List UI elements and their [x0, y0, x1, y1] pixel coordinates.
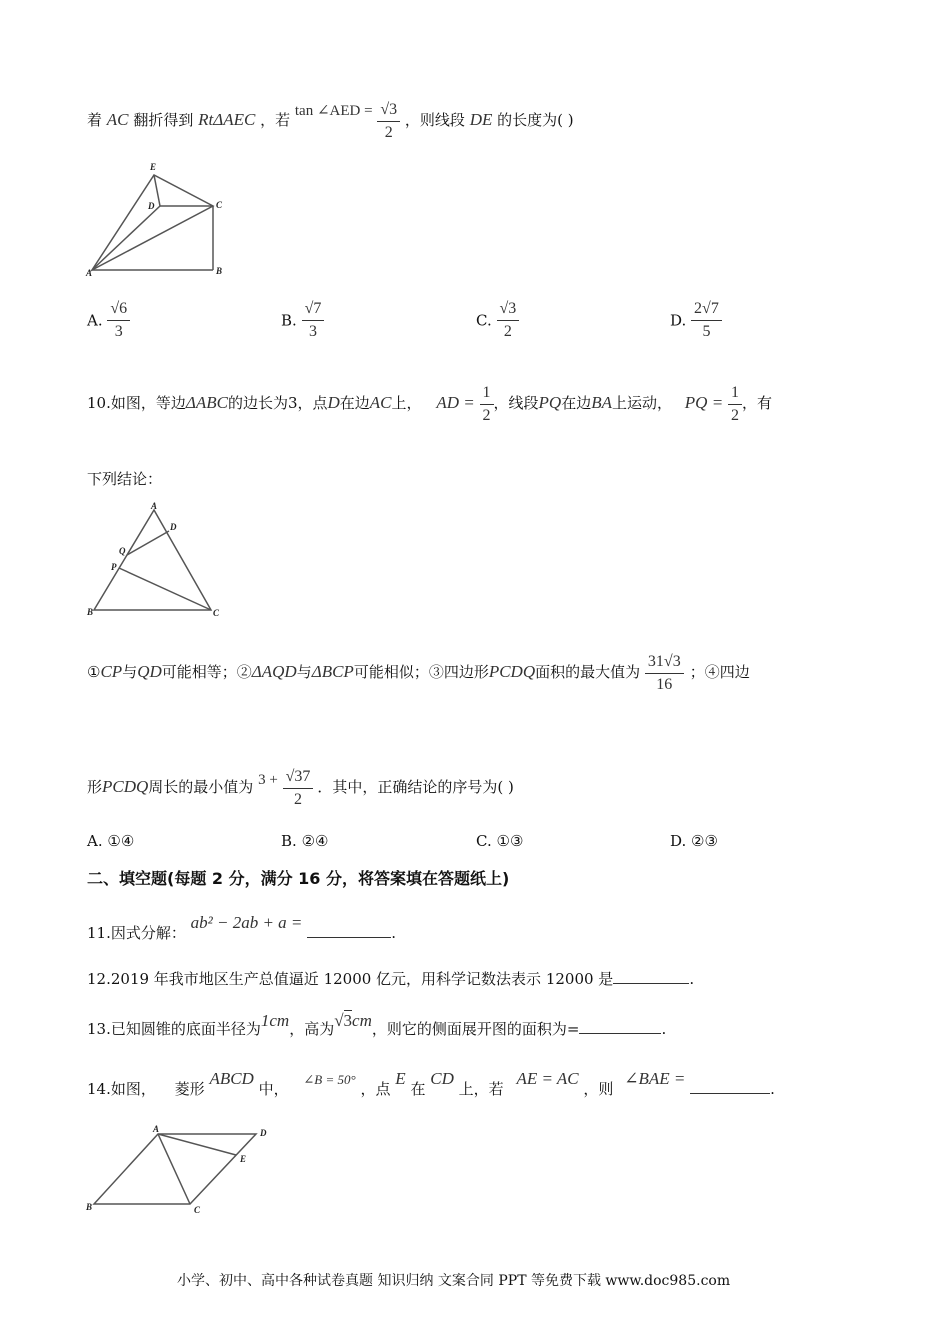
q14-end: .	[770, 1080, 775, 1098]
q10-c4-end: ．其中，正确结论的序号为( )	[317, 778, 514, 796]
q10-fig-pc	[119, 568, 211, 610]
q13-radius: 1cm	[260, 1011, 290, 1030]
q14-seg-cd: CD	[430, 1069, 454, 1088]
q10-option-a-text: ①④	[107, 832, 135, 850]
q9-text-d: ，则线段	[404, 111, 465, 129]
q9-option-a[interactable]	[87, 298, 130, 343]
q9-label-c: C	[216, 200, 223, 210]
q11	[87, 903, 396, 942]
q9-label-d: D	[148, 201, 155, 211]
q14-angle: ∠B = 50°	[303, 1072, 356, 1087]
q14-text-f: 在	[410, 1080, 426, 1098]
q10-pq-fraction	[728, 382, 742, 427]
q9-stem	[87, 86, 574, 141]
q10-figure	[84, 500, 224, 622]
q12-end: .	[689, 970, 695, 988]
q10-option-d-text: ②③	[691, 832, 718, 850]
q9-option-b-rad: 7	[313, 300, 322, 317]
q9-tan-num: 3	[389, 100, 398, 118]
q9-option-c-rad: 3	[508, 300, 517, 317]
q10-triangle: ΔABC	[185, 393, 228, 412]
q10-ad-fraction	[480, 382, 494, 427]
q10-seg-ba: BA	[591, 393, 612, 412]
q11-label: 11.因式分解：	[87, 924, 186, 942]
q14-label-a: A	[153, 1124, 160, 1134]
q9-option-c-letter: C.	[476, 311, 492, 330]
q10-seg-pq: PQ	[538, 393, 562, 412]
q9-option-d-coef: 2	[694, 300, 703, 317]
q10-ad-num: 1	[480, 382, 494, 405]
q9-seg-de: DE	[469, 110, 493, 129]
q14-condition: AE = AC	[516, 1069, 579, 1088]
q14-text-b: 菱形	[174, 1080, 205, 1098]
q10-c4-line2b: 周长的最小值为	[148, 778, 254, 796]
q10-c4-quad: PCDQ	[102, 777, 149, 796]
q9-option-a-den: 3	[114, 323, 123, 340]
q13-height-rad: 3	[343, 1011, 353, 1030]
q10-c3-quad: PCDQ	[488, 662, 536, 681]
q9-fig-ed	[154, 175, 160, 206]
q10-stem	[87, 378, 772, 428]
q14-fig-ac	[158, 1134, 190, 1204]
q9-text-e: 的长度为( )	[497, 111, 574, 129]
q14-fig-ae	[158, 1134, 236, 1155]
q10-label-p: P	[111, 562, 117, 572]
q10-c3-coef: 31	[647, 652, 664, 670]
q14-text-h: ，则	[583, 1080, 614, 1098]
q10-fig-qd	[127, 531, 169, 555]
q9-option-b-fraction: $\frac{√7}{3}$	[302, 298, 325, 343]
q10-label-b: B	[87, 607, 94, 617]
q10-option-c-letter: C.	[476, 832, 492, 850]
q10-option-d[interactable]	[670, 832, 718, 850]
q10-c4-fraction: $\frac{√37}{2}$	[283, 766, 314, 811]
q9-figure	[84, 158, 234, 280]
q10-option-d-letter: D.	[670, 832, 687, 850]
q13-end: .	[661, 1020, 667, 1038]
q10-c4-const: 3 +	[258, 772, 278, 788]
q10-c1-qd: QD	[137, 662, 162, 681]
q13-height: √3cm	[334, 1011, 372, 1030]
q10-c4-line2a: 形	[87, 778, 103, 796]
q10-option-b-text: ②④	[301, 832, 329, 850]
q10-c2-end: 可能相似；③四边形	[353, 663, 489, 681]
q10-c4-text: ；④四边	[689, 663, 750, 681]
q9-option-b-letter: B.	[281, 311, 297, 330]
q12-text: 12.2019 年我市地区生产总值逼近 12000 亿元，用科学记数法表示 12000 是	[87, 970, 614, 988]
q13-text-a: 13.已知圆锥的底面半径为	[87, 1020, 261, 1038]
q11-answer-blank[interactable]	[307, 936, 391, 938]
q10-c4-den: 2	[293, 790, 302, 808]
q13-text-b: ，高为	[289, 1020, 335, 1038]
q10-label-a: A	[151, 501, 158, 511]
q9-option-d[interactable]	[670, 298, 722, 343]
q10-text-6: 在边	[561, 394, 592, 412]
q9-option-a-rad: 6	[119, 300, 128, 317]
q10-text-3: 在边	[339, 394, 370, 412]
q14-text-d: ，点	[360, 1080, 391, 1098]
q9-option-a-fraction: $\frac{√6}{3}$	[107, 298, 130, 343]
q10-text-5: ，线段	[493, 394, 539, 412]
q14	[87, 1056, 775, 1096]
q14-label-e: E	[240, 1154, 247, 1164]
q10-pq-num: 1	[728, 382, 742, 405]
q10-text-7: 上运动，	[611, 394, 672, 412]
q10-c1-mark: ①	[87, 663, 101, 681]
q14-answer-blank[interactable]	[690, 1092, 770, 1094]
q9-triangle: RtΔAEC	[198, 110, 256, 129]
q10-text-8: ，有	[741, 394, 772, 412]
q13-height-unit: cm	[352, 1011, 372, 1030]
q14-label-b: B	[86, 1202, 93, 1212]
q9-option-d-letter: D.	[670, 311, 687, 330]
q13-answer-blank[interactable]	[579, 1032, 661, 1034]
q10-c1-mid: 与	[122, 663, 138, 681]
q10-c3-fraction: $\frac{31√3}{16}$	[645, 651, 684, 696]
q10-text-1: 10.如图，等边	[87, 394, 186, 412]
q10-seg-ac: AC	[369, 393, 392, 412]
q14-point-e: E	[395, 1069, 406, 1088]
q10-fig-triangle	[94, 510, 211, 610]
q10-pq-label: PQ =	[684, 393, 724, 412]
q10-c3-den: 16	[656, 675, 673, 693]
q14-text-a: 14.如图，	[87, 1080, 156, 1098]
q14-label-d: D	[260, 1128, 267, 1138]
q14-label-c: C	[194, 1205, 201, 1215]
q9-option-a-letter: A.	[87, 311, 103, 330]
q9-tan-den: 2	[384, 123, 393, 141]
q9-text-a: 着	[87, 111, 103, 129]
footer: 小学、初中、高中各种试卷真题 知识归纳 文案合同 PPT 等免费下载 www.doc985.com	[177, 1273, 731, 1289]
q14-text-g: 上，若	[458, 1080, 504, 1098]
q9-option-b[interactable]	[281, 298, 324, 343]
q10-c1-end: 可能相等；②	[161, 663, 252, 681]
q9-tan-label: tan ∠AED =	[294, 103, 373, 119]
q9-fig-triangle-aec	[92, 175, 213, 270]
q10-label-d: D	[170, 522, 177, 532]
q9-fig-ad	[92, 206, 160, 270]
q10-label-q: Q	[119, 546, 126, 556]
q10-point-d: D	[327, 393, 340, 412]
q14-ask: ∠BAE =	[624, 1069, 686, 1088]
q10-c1-cp: CP	[100, 662, 123, 681]
q9-tan-fraction: $\frac{√3}{2}$	[377, 99, 400, 144]
q10-option-c[interactable]	[476, 832, 523, 850]
q13	[87, 1000, 666, 1040]
q9-option-d-rad: 7	[710, 300, 719, 317]
q9-option-d-den: 5	[702, 323, 711, 340]
q10-c2-t2: ΔBCP	[311, 662, 354, 681]
q10-ad-den: 2	[482, 406, 491, 424]
q10-conclusions-line2	[87, 745, 514, 815]
q10-ad-label: AD =	[436, 393, 475, 412]
q9-label-e: E	[150, 162, 157, 172]
q10-option-a[interactable]	[87, 832, 134, 850]
q10-conclusions-line1	[87, 637, 750, 707]
q10-c3-rad: 3	[672, 652, 681, 670]
q11-expression: ab² − 2ab + a =	[190, 913, 303, 932]
q9-seg-ac: AC	[106, 110, 129, 129]
q10-line2: 下列结论：	[87, 470, 163, 488]
q9-option-d-fraction: $\frac{2√7}{5}$	[691, 298, 722, 343]
q10-c2-mid: 与	[296, 663, 312, 681]
q9-text-c: ，若	[260, 111, 291, 129]
q11-end: .	[391, 924, 396, 942]
q10-pq-den: 2	[730, 406, 739, 424]
q10-option-b-letter: B.	[281, 832, 297, 850]
q10-c3-text: 面积的最大值为	[535, 663, 641, 681]
q14-text-c: 中，	[258, 1080, 289, 1098]
q9-option-c[interactable]	[476, 298, 519, 343]
q10-option-a-letter: A.	[87, 832, 103, 850]
q9-option-c-den: 2	[503, 323, 512, 340]
q14-figure	[84, 1122, 274, 1217]
q9-text-b: 翻折得到	[133, 111, 194, 129]
q10-text-4: 上，	[391, 394, 422, 412]
section-title: 二、填空题(每题 2 分，满分 16 分，将答案填在答题纸上)	[87, 869, 510, 888]
q10-text-2: 的边长为3，点	[227, 394, 328, 412]
q13-text-c: ，则它的侧面展开图的面积为=	[371, 1020, 580, 1038]
q9-option-b-den: 3	[308, 323, 317, 340]
q14-fig-rhombus	[94, 1134, 256, 1204]
q10-label-c: C	[213, 608, 220, 618]
q9-option-c-fraction: $\frac{√3}{2}$	[497, 298, 520, 343]
q9-label-a: A	[86, 268, 93, 278]
q10-option-b[interactable]	[281, 832, 328, 850]
q14-rhombus: ABCD	[209, 1069, 254, 1088]
q10-c4-rad: 37	[294, 767, 311, 785]
q12-answer-blank[interactable]	[613, 982, 689, 984]
q10-c2-t1: ΔAQD	[251, 662, 297, 681]
q10-option-c-text: ①③	[496, 832, 524, 850]
q12	[87, 968, 694, 989]
q9-label-b: B	[216, 266, 223, 276]
